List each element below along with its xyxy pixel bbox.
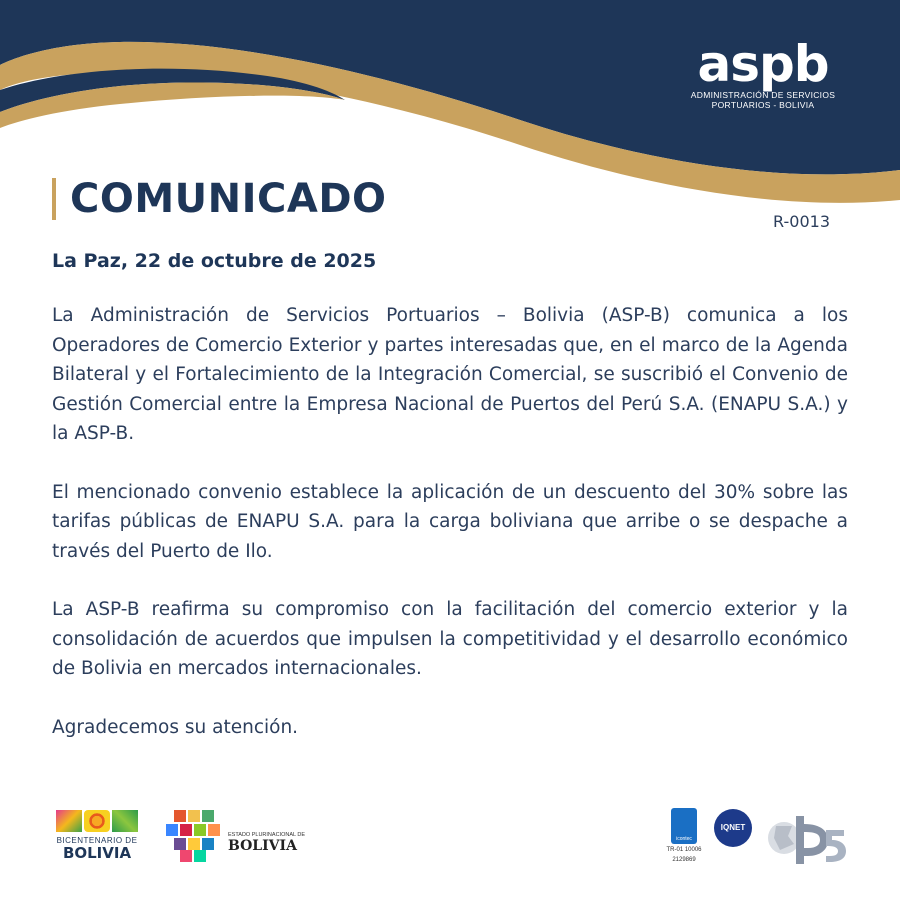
logo-subtitle-line1: ADMINISTRACIÓN DE SERVICIOS	[690, 90, 836, 100]
body-text	[52, 301, 848, 771]
icontec-badge: icontec	[671, 808, 697, 844]
logo-wordmark: aspb	[697, 35, 829, 93]
page-title: COMUNICADO	[70, 176, 387, 222]
aspb-logo	[688, 35, 838, 110]
paragraph-3: La ASP-B reafirma su compromiso con la facilitación del comercio exterior y la consolidación de acuerdos que impulsen la competitividad y el desarrollo económico de Bolivia en mercados internacionales.	[52, 599, 848, 679]
estado-big-text: BOLIVIA	[228, 838, 297, 854]
bicentenario-logo-icon	[52, 810, 142, 861]
bicentenario-big-text: BOLIVIA	[62, 844, 132, 862]
footer-logos	[0, 800, 900, 880]
bicentenario-symbols	[52, 810, 142, 832]
paragraph-closing: Agradecemos su atención.	[52, 716, 299, 738]
estado-small-text: ESTADO PLURINACIONAL DE	[228, 832, 306, 838]
icontec-code-line1: TR-01 10006	[666, 847, 702, 853]
title-accent-bar	[52, 178, 56, 220]
bicentenario-small-text: BICENTENARIO DE	[56, 836, 138, 845]
reference-code: R-0013	[773, 212, 830, 231]
title-block	[52, 176, 387, 222]
date-line: La Paz, 22 de octubre de 2025	[52, 250, 377, 272]
iqnet-label: IQNET	[720, 823, 746, 832]
iqnet-certification-icon	[714, 809, 752, 847]
logo-subtitle-line2: PORTUARIOS - BOLIVIA	[711, 100, 815, 110]
estado-mosaic-icon	[166, 810, 224, 862]
estado-plurinacional-logo-icon	[166, 810, 306, 866]
paragraph-2: El mencionado convenio establece la aplicación de un descuento del 30% sobre las tarifas públicas de ENAPU S.A. para la carga boliviana que arribe o se despache a través del Puerto de Ilo.	[52, 481, 848, 562]
icontec-code-line2: 2129869	[672, 857, 696, 863]
icontec-certification-icon	[664, 808, 704, 864]
paragraph-1: La Administración de Servicios Portuarios – Bolivia (ASP-B) comunica a los Operadores de Comercio Exterior y partes interesadas que, en el marco de la Agenda Bilateral y el Fortalecimiento de la Integración Comercial, se suscribió el Convenio de Gestión Comercial entre la Empresa Nacional de Puertos del Perú S.A. (ENAPU S.A.) y la ASP-B.	[52, 305, 848, 444]
p5-logo-icon	[766, 808, 848, 868]
